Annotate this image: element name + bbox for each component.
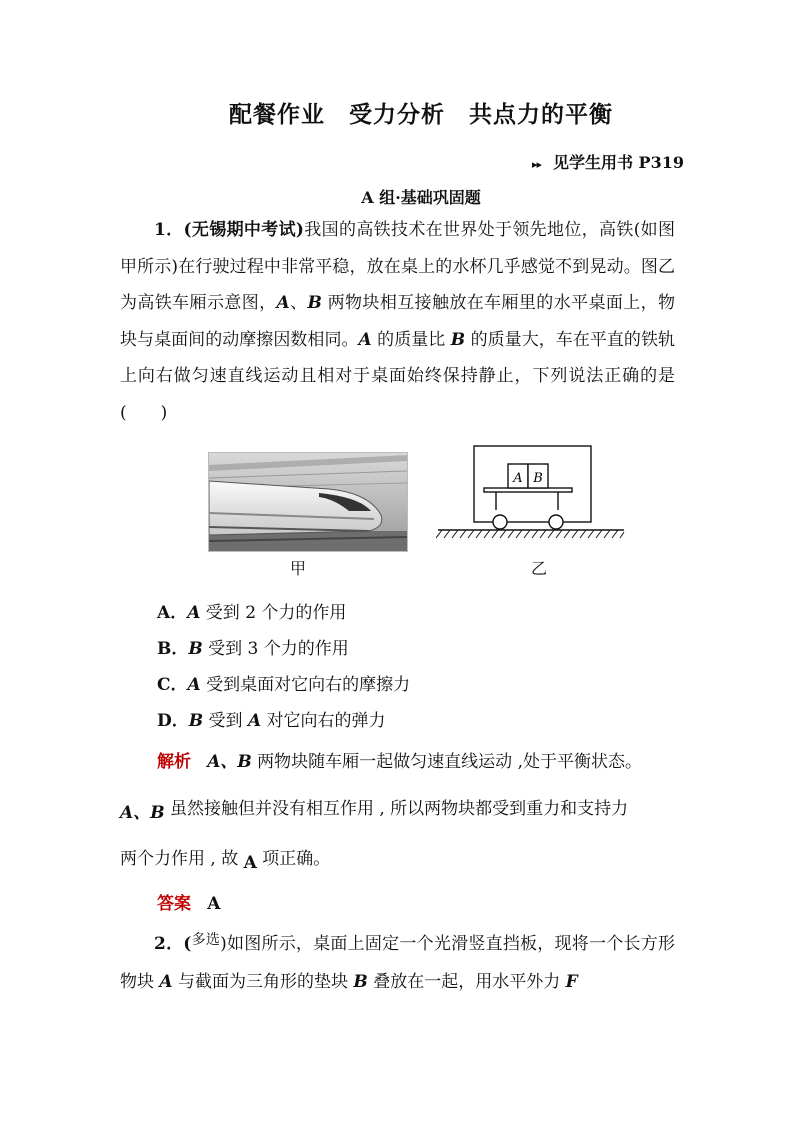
train-photo xyxy=(208,452,408,552)
question-2 xyxy=(120,926,675,1000)
analysis-subject: A、B xyxy=(120,803,165,823)
analysis-text: 两物块随车厢一起做匀速直线运动 ,处于平衡状态。 xyxy=(251,752,642,772)
option-letter: C． xyxy=(157,675,188,695)
analysis-option: A xyxy=(243,853,257,873)
wheel-icon xyxy=(549,515,563,529)
question-source: (无锡期中考试) xyxy=(183,220,304,240)
option-object: A xyxy=(247,711,262,731)
option-subject: B xyxy=(188,711,204,731)
option-text: 对它向右的弹力 xyxy=(261,711,386,731)
high-speed-train-image xyxy=(209,453,407,551)
var-a: A xyxy=(159,971,173,992)
option-letter: D． xyxy=(157,711,189,731)
answer xyxy=(157,889,220,914)
option-text: 受到 3 个力的作用 xyxy=(202,639,349,659)
caption-jia: 甲 xyxy=(290,559,307,578)
analysis-text: 两个力作用 , 故 xyxy=(120,849,244,869)
option-letter: B． xyxy=(157,639,189,659)
analysis-subject: A、B xyxy=(207,752,252,772)
option-text: 受到 xyxy=(203,711,248,731)
option-d xyxy=(157,706,386,731)
option-c xyxy=(157,670,410,695)
page-reference-text: 见学生用书 P319 xyxy=(552,153,684,172)
caption-yi: 乙 xyxy=(531,559,548,578)
question-text: )如图所示，桌面上固定一个光滑竖直挡板，现将一个长方形物块 xyxy=(120,934,676,992)
carriage-schematic xyxy=(436,444,626,544)
question-number: 2．( xyxy=(154,934,192,954)
question-number: 1． xyxy=(154,220,184,240)
option-text: 受到桌面对它向右的摩擦力 xyxy=(200,675,411,695)
page-title: 配餐作业 受力分析 共点力的平衡 xyxy=(229,101,613,128)
carriage-diagram xyxy=(436,444,626,544)
option-text: 受到 2 个力的作用 xyxy=(200,603,347,623)
group-title: A 组·基础巩固题 xyxy=(361,188,481,207)
answer-value: A xyxy=(207,894,221,914)
analysis-line-1 xyxy=(157,747,717,772)
question-text: 的质量大，车在平直的铁轨上向右做匀速直线运动且相对于桌面始终保持静止，下列说法正确的是( ) xyxy=(120,329,676,423)
block-a-label: A xyxy=(513,471,523,486)
option-letter: A． xyxy=(157,603,188,623)
question-text: 的质量比 xyxy=(371,329,451,350)
var-b: B xyxy=(307,293,322,313)
var-a: A xyxy=(276,293,290,313)
option-subject: A xyxy=(187,603,201,623)
var-b: B xyxy=(450,329,466,350)
option-subject: B xyxy=(188,639,203,659)
question-1 xyxy=(120,212,675,431)
question-text: 与截面为三角形的垫块 xyxy=(172,971,354,992)
analysis-text: 虽然接触但并没有相互作用 , 所以两物块都受到重力和支持力 xyxy=(164,799,629,819)
analysis-line-2 xyxy=(120,794,680,823)
ground-hatch xyxy=(436,530,624,538)
question-text: 我国的高铁技术在世界处于领先地位，高铁(如图甲所示)在行驶过程中非常平稳，放在桌上的水杯几乎感觉不到晃动。图乙为高铁车厢示意图， xyxy=(120,220,675,313)
analysis-label: 解析 xyxy=(157,752,191,772)
question-text: 叠放在一起，用水平外力 xyxy=(367,971,566,992)
block-b-label: B xyxy=(533,471,543,486)
analysis-line-3 xyxy=(120,844,680,873)
option-subject: A xyxy=(187,675,201,695)
question-tag: 多选 xyxy=(191,932,221,948)
option-b xyxy=(157,634,349,659)
separator: 、 xyxy=(289,293,308,313)
double-arrow-icon: ▸▸ xyxy=(531,158,541,171)
var-b: B xyxy=(353,971,368,992)
var-a: A xyxy=(358,329,372,350)
analysis-text: 项正确。 xyxy=(256,849,331,869)
var-f: F xyxy=(565,971,578,992)
option-a xyxy=(157,598,346,623)
question-text: 两物块相互接触放在车厢里的水平桌面上，物块与桌面间的动摩擦因数相同。 xyxy=(120,293,676,350)
wheel-icon xyxy=(493,515,507,529)
page-reference xyxy=(532,150,684,173)
answer-label: 答案 xyxy=(157,894,191,914)
